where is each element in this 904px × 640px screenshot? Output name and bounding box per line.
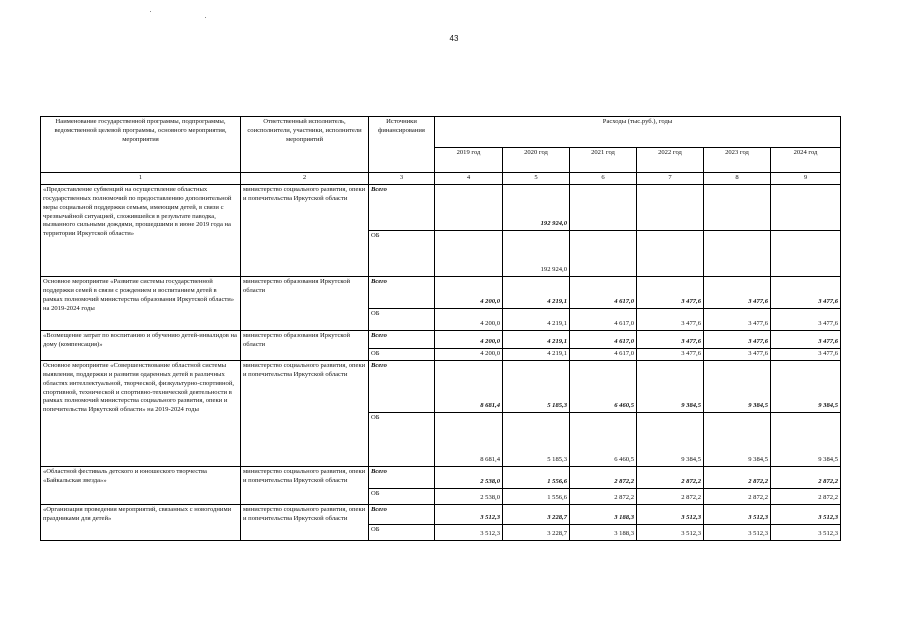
total-value: 3 228,7 — [503, 504, 570, 524]
total-value: 3 512,3 — [637, 504, 704, 524]
activity-name: «Областной фестиваль детского и юношеского творчества «Байкальская звезда»» — [41, 466, 241, 504]
source-ob-label: ОБ — [369, 348, 435, 360]
total-value — [637, 184, 704, 230]
activity-name: «Предоставление субвенций на осуществление областных государственных полномочий по предоставлению дополнительной меры социальной поддержки семьям, имеющим детей, в связи с чрезвычайной ситуацией, сложившейся в результате паводка, вызванного сильными дождями, прошедшими в июне 2019 года на территории Иркутской области» — [41, 184, 241, 276]
total-value: 4 200,0 — [435, 330, 503, 348]
ob-value: 4 200,0 — [435, 308, 503, 330]
total-value: 2 872,2 — [771, 466, 841, 488]
ob-value — [637, 230, 704, 276]
total-value: 3 477,6 — [637, 330, 704, 348]
column-number: 3 — [369, 173, 435, 185]
column-number: 7 — [637, 173, 704, 185]
header-year: 2021 год — [570, 148, 637, 173]
total-value: 3 512,3 — [435, 504, 503, 524]
ob-value — [435, 230, 503, 276]
header-year: 2024 год — [771, 148, 841, 173]
page-number: 43 — [449, 34, 459, 43]
source-ob-label: ОБ — [369, 412, 435, 466]
ob-value: 3 512,3 — [771, 524, 841, 540]
total-value: 4 200,0 — [435, 276, 503, 308]
ob-value: 3 512,3 — [435, 524, 503, 540]
column-number: 9 — [771, 173, 841, 185]
table-row — [41, 330, 841, 348]
source-ob-label: ОБ — [369, 230, 435, 276]
ob-value: 4 200,0 — [435, 348, 503, 360]
total-value: 9 384,5 — [704, 360, 771, 412]
total-value: 8 681,4 — [435, 360, 503, 412]
header-year: 2019 год — [435, 148, 503, 173]
activity-name: Основное мероприятие «Совершенствование областной системы выявления, поддержки и развития одаренных детей в различных областях интеллектуальной, творческой, физкультурно-спортивной, спортивной, технической и спортивно-технической деятельности в рамках полномочий министерства социального развития, опеки и попечительства Иркутской области» на 2019-2024 годы — [41, 360, 241, 466]
activity-name: «Возмещение затрат по воспитанию и обучению детей-инвалидов на дому (компенсация)» — [41, 330, 241, 360]
responsible-executor: министерство образования Иркутской области — [241, 330, 369, 360]
responsible-executor: министерство социального развития, опеки и попечительства Иркутской области — [241, 466, 369, 504]
total-value: 4 219,1 — [503, 330, 570, 348]
ob-value: 2 538,0 — [435, 488, 503, 504]
ob-value: 4 617,0 — [570, 308, 637, 330]
ob-value: 192 924,0 — [503, 230, 570, 276]
ob-value: 3 512,3 — [637, 524, 704, 540]
total-value: 4 219,1 — [503, 276, 570, 308]
ob-value: 2 872,2 — [704, 488, 771, 504]
total-value: 3 477,6 — [704, 330, 771, 348]
ob-value — [570, 230, 637, 276]
ob-value: 3 512,3 — [704, 524, 771, 540]
total-value: 192 924,0 — [503, 184, 570, 230]
header-name: Наименование государственной программы, подпрограммы, ведомственной целевой программы, основного мероприятия, мероприятия — [41, 117, 241, 173]
responsible-executor: министерство социального развития, опеки и попечительства Иркутской области — [241, 184, 369, 276]
ob-value: 5 185,3 — [503, 412, 570, 466]
source-total-label: Всего — [369, 330, 435, 348]
total-value: 2 872,2 — [637, 466, 704, 488]
ob-value: 3 477,6 — [771, 348, 841, 360]
header-year: 2020 год — [503, 148, 570, 173]
column-number: 1 — [41, 173, 241, 185]
ob-value: 9 384,5 — [637, 412, 704, 466]
ob-value — [771, 230, 841, 276]
table-row — [41, 184, 841, 230]
scan-speck — [205, 17, 206, 18]
ob-value: 4 219,1 — [503, 308, 570, 330]
ob-value: 3 477,6 — [704, 308, 771, 330]
source-total-label: Всего — [369, 184, 435, 230]
total-value — [570, 184, 637, 230]
total-value: 3 477,6 — [704, 276, 771, 308]
table-row — [41, 466, 841, 488]
header-executor: Ответственный исполнитель, соисполнители, участники, исполнители мероприятий — [241, 117, 369, 173]
responsible-executor: министерство социального развития, опеки и попечительства Иркутской области — [241, 360, 369, 466]
total-value: 6 460,5 — [570, 360, 637, 412]
ob-value: 1 556,6 — [503, 488, 570, 504]
column-number: 2 — [241, 173, 369, 185]
column-number: 8 — [704, 173, 771, 185]
total-value: 9 384,5 — [637, 360, 704, 412]
total-value: 4 617,0 — [570, 330, 637, 348]
header-year: 2023 год — [704, 148, 771, 173]
column-number: 4 — [435, 173, 503, 185]
ob-value: 3 477,6 — [704, 348, 771, 360]
total-value: 1 556,6 — [503, 466, 570, 488]
total-value — [704, 184, 771, 230]
ob-value: 2 872,2 — [637, 488, 704, 504]
table-row — [41, 276, 841, 308]
ob-value: 4 219,1 — [503, 348, 570, 360]
source-ob-label: ОБ — [369, 524, 435, 540]
total-value: 3 477,6 — [771, 330, 841, 348]
budget-table — [40, 116, 841, 541]
total-value: 5 185,3 — [503, 360, 570, 412]
source-ob-label: ОБ — [369, 308, 435, 330]
total-value: 2 872,2 — [704, 466, 771, 488]
total-value — [435, 184, 503, 230]
total-value: 3 477,6 — [637, 276, 704, 308]
ob-value: 9 384,5 — [771, 412, 841, 466]
ob-value — [704, 230, 771, 276]
ob-value: 4 617,0 — [570, 348, 637, 360]
ob-value: 3 477,6 — [771, 308, 841, 330]
total-value: 4 617,0 — [570, 276, 637, 308]
source-total-label: Всего — [369, 360, 435, 412]
ob-value: 9 384,5 — [704, 412, 771, 466]
column-number: 6 — [570, 173, 637, 185]
ob-value: 3 477,6 — [637, 308, 704, 330]
table-row — [41, 360, 841, 412]
header-expenses: Расходы (тыс.руб.), годы — [435, 117, 841, 148]
total-value: 3 512,3 — [771, 504, 841, 524]
total-value — [771, 184, 841, 230]
total-value: 2 538,0 — [435, 466, 503, 488]
table-row — [41, 504, 841, 524]
activity-name: «Организация проведения мероприятий, связанных с новогодними праздниками для детей» — [41, 504, 241, 540]
total-value: 3 188,3 — [570, 504, 637, 524]
ob-value: 8 681,4 — [435, 412, 503, 466]
header-source: Источники финансирования — [369, 117, 435, 173]
responsible-executor: министерство образования Иркутской области — [241, 276, 369, 330]
total-value: 2 872,2 — [570, 466, 637, 488]
source-total-label: Всего — [369, 276, 435, 308]
ob-value: 3 477,6 — [637, 348, 704, 360]
source-total-label: Всего — [369, 466, 435, 488]
total-value: 3 512,3 — [704, 504, 771, 524]
activity-name: Основное мероприятие «Развитие системы государственной поддержки семей в связи с рождением и воспитанием детей в рамках полномочий министерства образования Иркутской области» на 2019-2024 годы — [41, 276, 241, 330]
table-body — [41, 184, 841, 540]
source-total-label: Всего — [369, 504, 435, 524]
ob-value: 2 872,2 — [771, 488, 841, 504]
column-number: 5 — [503, 173, 570, 185]
ob-value: 2 872,2 — [570, 488, 637, 504]
total-value: 3 477,6 — [771, 276, 841, 308]
source-ob-label: ОБ — [369, 488, 435, 504]
total-value: 9 384,5 — [771, 360, 841, 412]
ob-value: 3 228,7 — [503, 524, 570, 540]
header-year: 2022 год — [637, 148, 704, 173]
scan-speck — [150, 11, 151, 12]
ob-value: 3 188,3 — [570, 524, 637, 540]
ob-value: 6 460,5 — [570, 412, 637, 466]
responsible-executor: министерство социального развития, опеки и попечительства Иркутской области — [241, 504, 369, 540]
